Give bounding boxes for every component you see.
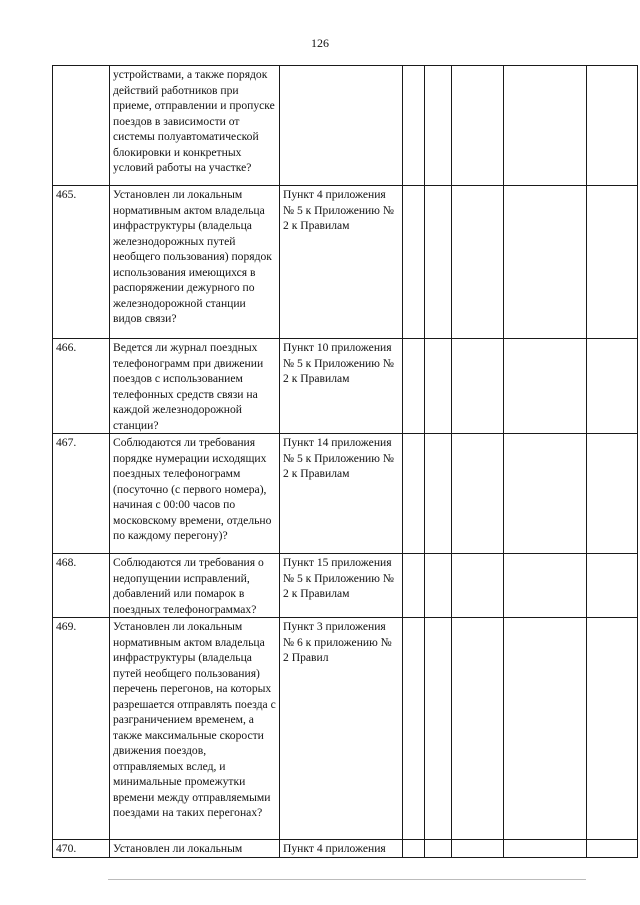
- answer-cell: [452, 554, 504, 618]
- question-text: Соблюдаются ли требования о недопущении исправлений, добавлений или помарок в поездных телефонограммах?: [113, 556, 264, 616]
- reference-cell: [280, 186, 403, 339]
- reference-text: Пункт 10 приложения № 5 к Приложению № 2 к Правилам: [283, 341, 394, 385]
- reference-text: Пункт 4 приложения № 5 к Приложению № 2 к Правилам: [283, 188, 394, 232]
- answer-cell: [587, 434, 638, 554]
- table-row: [53, 618, 638, 840]
- answer-cell: [504, 339, 587, 434]
- reference-cell: [280, 618, 403, 840]
- question-cell: [110, 554, 280, 618]
- question-text: Установлен ли локальным: [113, 842, 243, 855]
- answer-cell: [587, 618, 638, 840]
- reference-text: Пункт 14 приложения № 5 к Приложению № 2 к Правилам: [283, 436, 394, 480]
- question-text: Ведется ли журнал поездных телефонограмм при движении поездов с использованием телефонных средств связи на каждой железнодорожной станции?: [113, 341, 264, 432]
- answer-cell: [403, 554, 425, 618]
- answer-cell: [403, 66, 425, 186]
- question-text: Установлен ли локальным нормативным актом владельца инфраструктуры (владельца железнодорожных путей необщего пользования) порядок использования имеющихся в распоряжении дежурного по железнодорожной станции видов связи?: [113, 188, 272, 325]
- table-row: [53, 66, 638, 186]
- answer-cell: [425, 840, 452, 858]
- answer-cell: [452, 339, 504, 434]
- question-cell: [110, 186, 280, 339]
- answer-cell: [425, 66, 452, 186]
- reference-text: Пункт 15 приложения № 5 к Приложению № 2 к Правилам: [283, 556, 394, 600]
- answer-cell: [425, 618, 452, 840]
- reference-cell: [280, 434, 403, 554]
- answer-cell: [403, 186, 425, 339]
- answer-cell: [587, 339, 638, 434]
- question-cell: [110, 66, 280, 186]
- answer-cell: [403, 618, 425, 840]
- answer-cell: [452, 618, 504, 840]
- row-number: 467.: [53, 434, 110, 554]
- answer-cell: [425, 339, 452, 434]
- answer-cell: [452, 186, 504, 339]
- answer-cell: [587, 554, 638, 618]
- answer-cell: [504, 186, 587, 339]
- question-text: устройствами, а также порядок действий работников при приеме, отправлении и пропуске поездов в зависимости от системы полуавтоматической блокировки и конкретных условий работы на участке?: [113, 68, 275, 174]
- row-number: 466.: [53, 339, 110, 434]
- reference-text: Пункт 4 приложения: [283, 842, 386, 855]
- answer-cell: [504, 554, 587, 618]
- row-number: [53, 66, 110, 186]
- question-text: Установлен ли локальным нормативным актом владельца инфраструктуры (владельца путей необщего пользования) перечень перегонов, на которых разрешается отправлять поезда с разграничением временем, а также максимальные скорости движения поездов, отправляемых вслед, и минимальные промежутки времени между отправляемыми поездами на таких перегонах?: [113, 620, 276, 819]
- reference-cell: [280, 66, 403, 186]
- answer-cell: [425, 434, 452, 554]
- answer-cell: [504, 840, 587, 858]
- question-cell: [110, 339, 280, 434]
- reference-cell: [280, 339, 403, 434]
- page-number: 126: [311, 36, 329, 50]
- answer-cell: [425, 554, 452, 618]
- reference-cell: [280, 554, 403, 618]
- table-row: [53, 840, 638, 858]
- checklist-table: [52, 65, 638, 858]
- question-text: Соблюдаются ли требования порядке нумерации исходящих поездных телефонограмм (посуточно (с первого номера), начиная с 00:00 часов по московскому времени, отдельно по каждому перегону)?: [113, 436, 272, 542]
- reference-text: Пункт 3 приложения № 6 к приложению № 2 Правил: [283, 620, 392, 664]
- row-number: 468.: [53, 554, 110, 618]
- row-number: 469.: [53, 618, 110, 840]
- answer-cell: [452, 840, 504, 858]
- row-number: 470.: [53, 840, 110, 858]
- question-cell: [110, 840, 280, 858]
- table-row: [53, 554, 638, 618]
- answer-cell: [587, 840, 638, 858]
- answer-cell: [504, 618, 587, 840]
- answer-cell: [403, 434, 425, 554]
- bottom-rule: [108, 879, 586, 880]
- table-row: [53, 339, 638, 434]
- row-number: 465.: [53, 186, 110, 339]
- answer-cell: [452, 66, 504, 186]
- answer-cell: [587, 66, 638, 186]
- answer-cell: [403, 840, 425, 858]
- answer-cell: [504, 66, 587, 186]
- answer-cell: [452, 434, 504, 554]
- question-cell: [110, 618, 280, 840]
- table-row: [53, 186, 638, 339]
- table-row: [53, 434, 638, 554]
- answer-cell: [587, 186, 638, 339]
- reference-cell: [280, 840, 403, 858]
- answer-cell: [425, 186, 452, 339]
- answer-cell: [403, 339, 425, 434]
- answer-cell: [504, 434, 587, 554]
- question-cell: [110, 434, 280, 554]
